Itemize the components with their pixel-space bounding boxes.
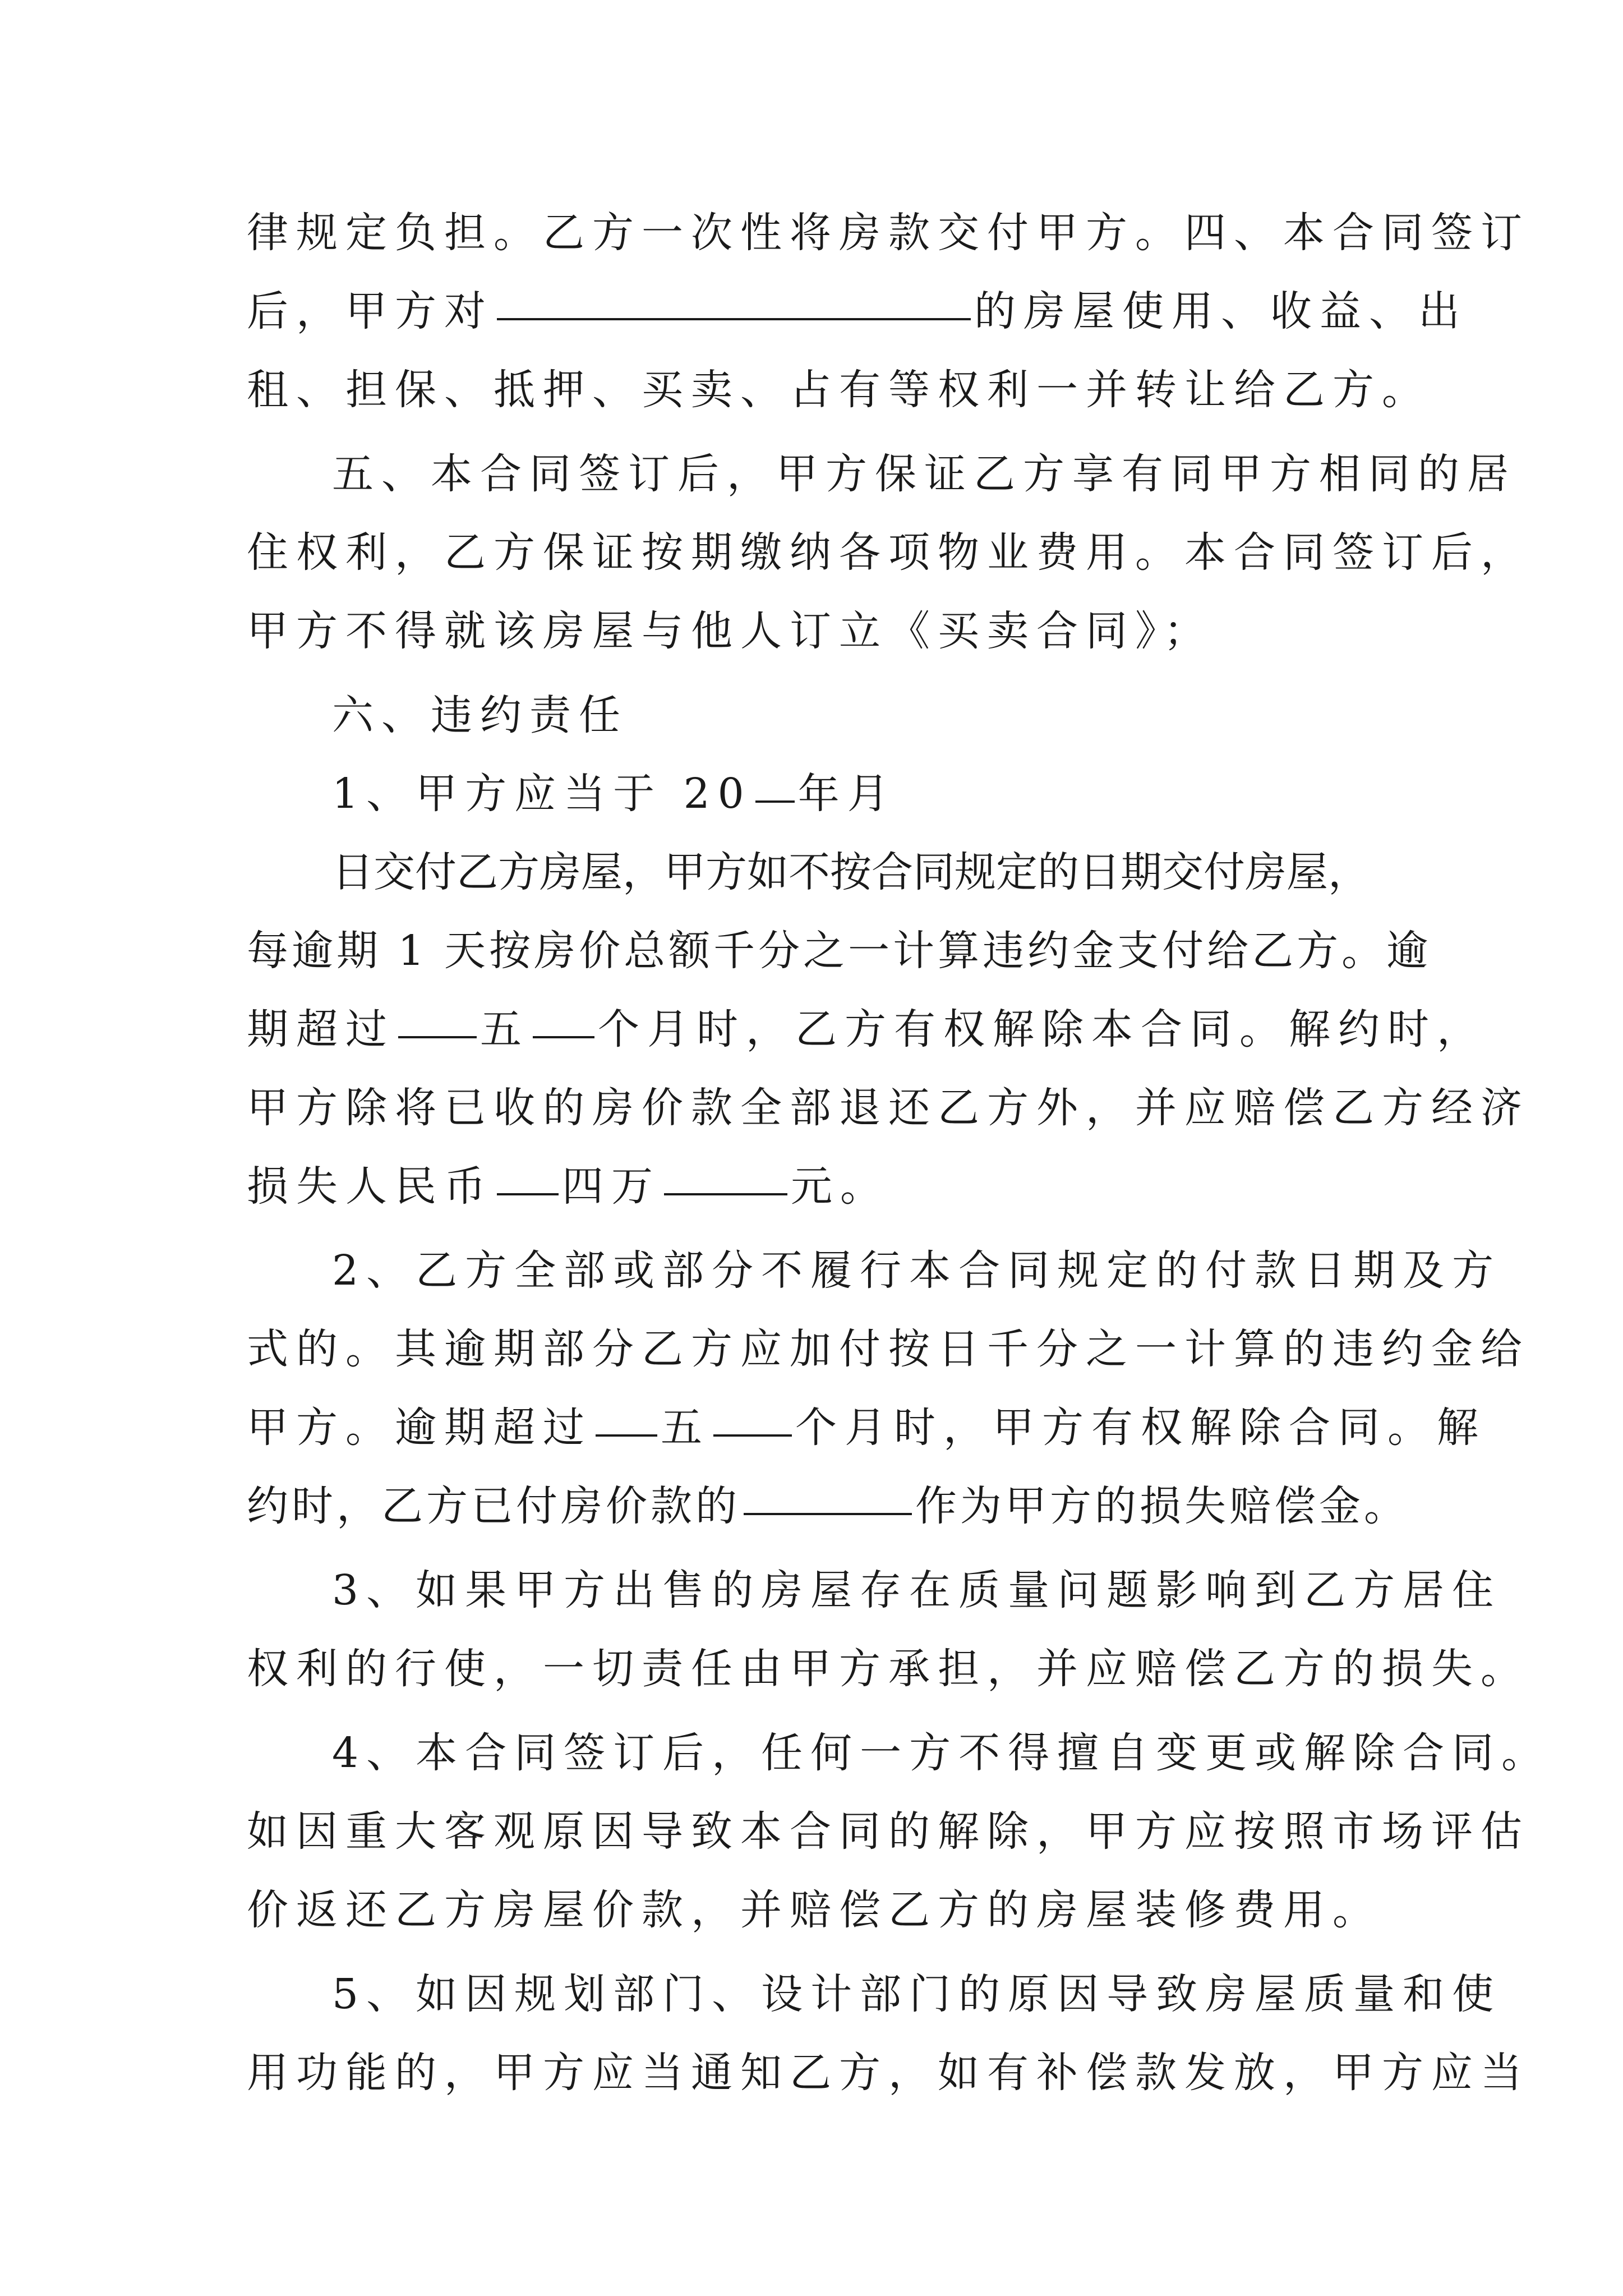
text-line-15 [247, 1310, 1530, 1388]
text-segment: 约时，乙方已付房价款的 [247, 1482, 740, 1530]
text-line-17 [247, 1467, 1409, 1545]
text-line-16 [247, 1388, 1486, 1467]
text-line-6 [247, 592, 1396, 670]
fill-in-blank [713, 1388, 792, 1437]
text-segment: 式的。其逾期部分乙方应加付按日千分之一计算的违约金给 [247, 1325, 1530, 1373]
text-segment: 用功能的，甲方应当通知乙方，如有补偿款发放，甲方应当 [247, 2049, 1530, 2097]
text-line-4 [332, 435, 1516, 513]
text-line-23 [332, 1955, 1502, 2033]
text-line-24 [247, 2033, 1530, 2112]
text-line-11 [247, 990, 1486, 1069]
text-segment: 后，甲方对 [247, 287, 494, 335]
text-segment: 价返还乙方房屋价款，并赔偿乙方的房屋装修费用。 [247, 1886, 1382, 1934]
text-segment: 个月时，乙方有权解除本合同。解约时， [598, 1005, 1486, 1053]
text-segment: 4、本合同签订后，任何一方不得擅自变更或解除合同。 [332, 1729, 1551, 1777]
text-line-13 [247, 1147, 1396, 1226]
text-line-7 [332, 676, 1396, 754]
text-line-9 [332, 833, 1396, 912]
text-line-1 [247, 194, 1530, 272]
text-line-3 [247, 351, 1431, 429]
text-line-18 [332, 1551, 1502, 1630]
text-segment: 如因重大客观原因导致本合同的解除，甲方应按照市场评估 [247, 1807, 1530, 1856]
text-segment: 作为甲方的损失赔偿金。 [915, 1482, 1409, 1530]
text-segment: 损失人民币 [247, 1162, 494, 1211]
text-segment: 年月 [797, 770, 897, 818]
text-segment: 六、违约责任 [332, 691, 628, 739]
fill-in-blank [755, 754, 795, 803]
fill-in-blank [744, 1467, 912, 1515]
text-segment: 租、担保、抵押、买卖、占有等权利一并转让给乙方。 [247, 366, 1431, 414]
fill-in-blank [596, 1388, 657, 1437]
text-segment: 1、甲方应当于 20 [332, 770, 752, 818]
text-segment: 甲方不得就该房屋与他人订立《买卖合同》； [247, 607, 1213, 655]
text-line-10 [247, 912, 1432, 990]
text-line-2 [247, 272, 1468, 351]
text-segment: 的房屋使用、收益、出 [974, 287, 1468, 335]
text-segment: 甲方除将已收的房价款全部退还乙方外，并应赔偿乙方经济 [247, 1084, 1530, 1132]
fill-in-blank [497, 272, 971, 320]
fill-in-blank [398, 990, 477, 1038]
text-line-20 [332, 1714, 1551, 1792]
text-segment: 2、乙方全部或部分不履行本合同规定的付款日期及方 [332, 1246, 1502, 1295]
text-segment: 日交付乙方房屋，甲方如不按合同规定的日期交付房屋， [332, 848, 1370, 896]
text-segment: 律规定负担。乙方一次性将房款交付甲方。四、本合同签订 [247, 209, 1530, 257]
text-segment: 3、如果甲方出售的房屋存在质量问题影响到乙方居住 [332, 1566, 1502, 1614]
text-line-8 [332, 754, 1396, 833]
fill-in-blank [664, 1147, 787, 1195]
text-segment: 个月时，甲方有权解除合同。解 [795, 1404, 1486, 1452]
text-line-12 [247, 1069, 1530, 1147]
text-line-19 [247, 1630, 1530, 1708]
text-line-5 [247, 513, 1530, 592]
text-segment: 五、本合同签订后，甲方保证乙方享有同甲方相同的居 [332, 450, 1516, 498]
text-segment: 期超过 [247, 1005, 395, 1053]
text-segment: 元。 [791, 1162, 889, 1211]
text-line-14 [332, 1231, 1502, 1310]
text-line-21 [247, 1792, 1530, 1871]
text-segment: 五 [480, 1005, 529, 1053]
fill-in-blank [533, 990, 594, 1038]
text-segment: 每逾期 1 天按房价总额千分之一计算违约金支付给乙方。逾 [247, 927, 1432, 975]
text-segment: 住权利，乙方保证按期缴纳各项物业费用。本合同签订后， [247, 528, 1530, 577]
text-segment: 五 [661, 1404, 710, 1452]
text-segment: 5、如因规划部门、设计部门的原因导致房屋质量和使 [332, 1970, 1502, 2018]
text-segment: 甲方。逾期超过 [247, 1404, 592, 1452]
text-line-22 [247, 1871, 1396, 1949]
text-segment: 权利的行使，一切责任由甲方承担，并应赔偿乙方的损失。 [247, 1645, 1530, 1693]
fill-in-blank [497, 1147, 559, 1195]
text-segment: 四万 [562, 1162, 661, 1211]
